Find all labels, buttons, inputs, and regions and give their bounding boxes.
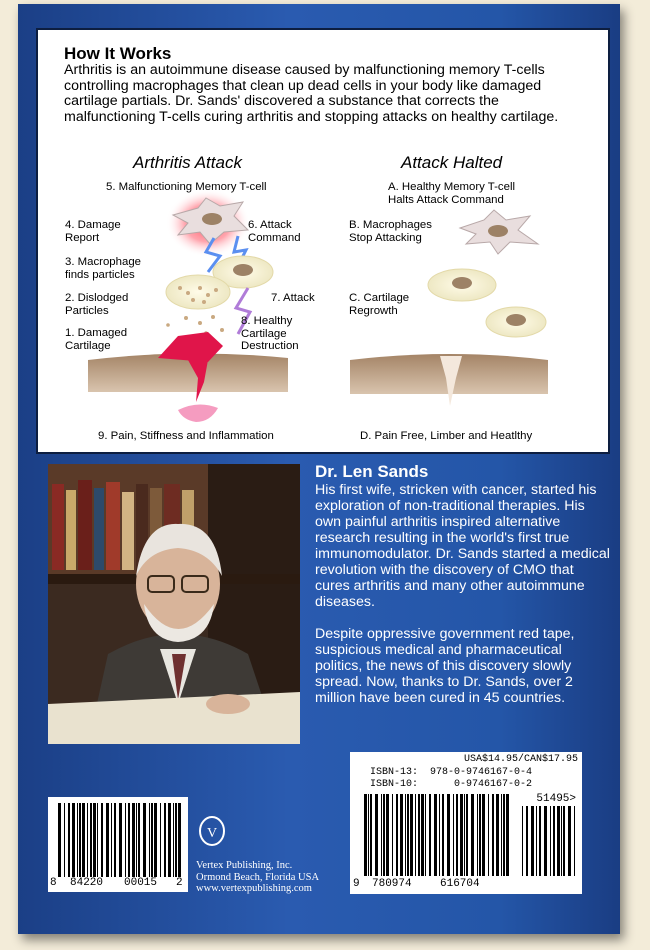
label-attack: 7. Attack (271, 292, 315, 304)
barcode-bar (482, 794, 485, 876)
barcode-bar (175, 803, 177, 877)
bio-paragraph: Despite oppressive government red tape, suspicious medical and pharmaceutical politics, the news of this discovery slowly spread. Now, thanks to Dr. Sands, over 2 million have been cured in 45 countries. (315, 626, 575, 706)
upc-digits: 84220 (70, 877, 104, 889)
label-macrophages-stop: B. Macrophages Stop Attacking (349, 219, 432, 244)
publisher-url: www.vertexpublishing.com (196, 883, 312, 894)
barcode-bar (119, 803, 122, 877)
barcode-bar (501, 794, 502, 876)
barcode-bar (503, 794, 505, 876)
pain-inflammation (178, 404, 218, 422)
barcode-bar (79, 803, 81, 877)
attack-halted-title: Attack Halted (401, 153, 503, 172)
barcode-bar (125, 803, 126, 877)
barcode-bar (574, 806, 575, 876)
barcode-bar (550, 806, 551, 876)
barcode-bar (506, 794, 509, 876)
barcode-bar (488, 794, 489, 876)
barcode-bar (178, 803, 181, 877)
barcode-bar (418, 794, 420, 876)
barcode-bar (561, 806, 562, 876)
barcode-bar (77, 803, 78, 877)
barcode-bar (68, 803, 70, 877)
barcode-bar (58, 803, 61, 877)
upc-digits: 00015 (124, 877, 158, 889)
barcode-bar (471, 794, 474, 876)
barcode-bar (368, 794, 369, 876)
how-it-works-title: How It Works (64, 44, 172, 63)
barcode-bar (160, 803, 161, 877)
how-it-works-body: Arthritis is an autoimmune disease caused by malfunctioning memory T-cells controlling macrophages that clean up dead cells in your body like damaged cartilage partials. Dr. Sands' discovered a substance that corrects the malfunctioning T-cells curing arthritis and stopping attacks on healthy cartilage. (64, 62, 559, 125)
publisher-name: Vertex Publishing, Inc. (196, 860, 293, 871)
barcode-bar (364, 794, 367, 876)
barcode-bar (460, 794, 463, 876)
barcode-bar (410, 794, 413, 876)
upc-bars (48, 797, 188, 892)
barcode-bar (434, 794, 437, 876)
isbn13: ISBN-13: 978-0-9746167-0-4 (370, 767, 533, 778)
barcode-bar (136, 803, 137, 877)
barcode-bar (421, 794, 424, 876)
barcode-bar (386, 794, 389, 876)
barcode-bar (87, 803, 88, 877)
barcode-bar (479, 794, 481, 876)
label-cartilage-destruction: 8. Healthy Cartilage Destruction (241, 315, 299, 352)
how-it-works-panel (36, 28, 610, 454)
barcode-bar (477, 794, 478, 876)
barcode-bar (72, 803, 75, 877)
publisher-info (196, 860, 344, 895)
barcode-bar (464, 794, 465, 876)
barcode-bar (396, 794, 398, 876)
barcode-bar (381, 794, 382, 876)
barcode-bar (429, 794, 431, 876)
upc-barcode (48, 797, 188, 892)
barcode-bar (101, 803, 103, 877)
barcode-bar (522, 806, 523, 876)
barcode-bar (154, 803, 157, 877)
barcode-bar (82, 803, 85, 877)
author-photo (48, 464, 300, 744)
barcode-bar (128, 803, 130, 877)
barcode-bar (114, 803, 116, 877)
barcode-bar (539, 806, 541, 876)
barcode-bar (544, 806, 547, 876)
arthritis-attack-title: Arthritis Attack (133, 153, 242, 172)
price: USA$14.95/CAN$17.95 (463, 754, 578, 765)
barcode-bar (400, 794, 403, 876)
label-macrophage: 3. Macrophage finds particles (65, 256, 141, 281)
ean-digits: 616704 (440, 878, 480, 890)
publisher-location: Ormond Beach, Florida USA (196, 871, 320, 883)
barcode-bar (149, 803, 150, 877)
isbn-bars (350, 752, 582, 894)
label-malfunctioning-tcell: 5. Malfunctioning Memory T-cell (106, 181, 267, 193)
barcode-bar (138, 803, 140, 877)
upc-digit: 2 (176, 877, 183, 889)
barcode-bar (375, 794, 378, 876)
barcode-bar (415, 794, 416, 876)
label-pain: 9. Pain, Stiffness and Inflammation (98, 430, 274, 442)
barcode-bar (405, 794, 406, 876)
barcode-bar (64, 803, 65, 877)
barcode-bar (456, 794, 458, 876)
barcode-bar (143, 803, 146, 877)
barcode-bar (536, 806, 537, 876)
barcode-bar (151, 803, 153, 877)
bio-paragraph: His first wife, stricken with cancer, started his exploration of non-traditional therapies. His own painful arthritis inspired alternative research resulting in the world's first true immunomodulator. Dr. Sands started a medical revolution with the discovery of CMO that cures arthritis and many other autoimmune diseases. (315, 482, 610, 610)
barcode-bar (164, 803, 166, 877)
barcode-bar (466, 794, 468, 876)
label-pain-free: D. Pain Free, Limber and Heatlthy (360, 430, 533, 442)
ean-digits: 780974 (372, 878, 412, 890)
barcode-bar (106, 803, 109, 877)
isbn-barcode (350, 752, 582, 894)
barcode-bar (453, 794, 454, 876)
barcode-bar (173, 803, 174, 877)
label-damage-report: 4. Damage Report (65, 219, 121, 244)
barcode-bar (90, 803, 92, 877)
barcode-bar (97, 803, 98, 877)
arthritis-diagram (38, 30, 612, 456)
author-bio (315, 482, 611, 722)
barcode-bar (553, 806, 555, 876)
svg-text:V: V (206, 826, 218, 841)
macrophage (166, 275, 230, 309)
barcode-bar (442, 794, 444, 876)
barcode-bar (425, 794, 426, 876)
barcode-bar (526, 806, 528, 876)
barcode-bar (370, 794, 372, 876)
isbn10: ISBN-10: 0-9746167-0-2 (370, 779, 533, 790)
vertex-logo-icon (197, 815, 227, 849)
barcode-bar (132, 803, 135, 877)
barcode-bar (407, 794, 409, 876)
barcode-bar (496, 794, 499, 876)
label-healthy-tcell: A. Healthy Memory T-cell Halts Attack Command (388, 181, 516, 206)
barcode-bar (568, 806, 571, 876)
price-addon: 51495> (536, 793, 576, 805)
barcode-bar (531, 806, 534, 876)
upc-digit: 8 (50, 877, 57, 889)
barcode-bar (168, 803, 171, 877)
barcode-bar (557, 806, 560, 876)
ean-digit: 9 (353, 878, 360, 890)
barcode-bar (447, 794, 450, 876)
label-cartilage-regrowth: C. Cartilage Regrowth (349, 292, 410, 317)
label-damaged-cartilage: 1. Damaged Cartilage (65, 327, 128, 352)
barcode-bar (439, 794, 440, 876)
barcode-bar (383, 794, 385, 876)
author-name: Dr. Len Sands (315, 462, 429, 481)
barcode-bar (111, 803, 112, 877)
barcode-bar (492, 794, 494, 876)
barcode-bar (563, 806, 565, 876)
label-attack-command: 6. Attack Command (248, 219, 301, 244)
barcode-bar (392, 794, 393, 876)
label-dislodged-particles: 2. Dislodged Particles (65, 292, 129, 317)
tcell-nucleus (202, 213, 222, 225)
barcode-bar (93, 803, 96, 877)
